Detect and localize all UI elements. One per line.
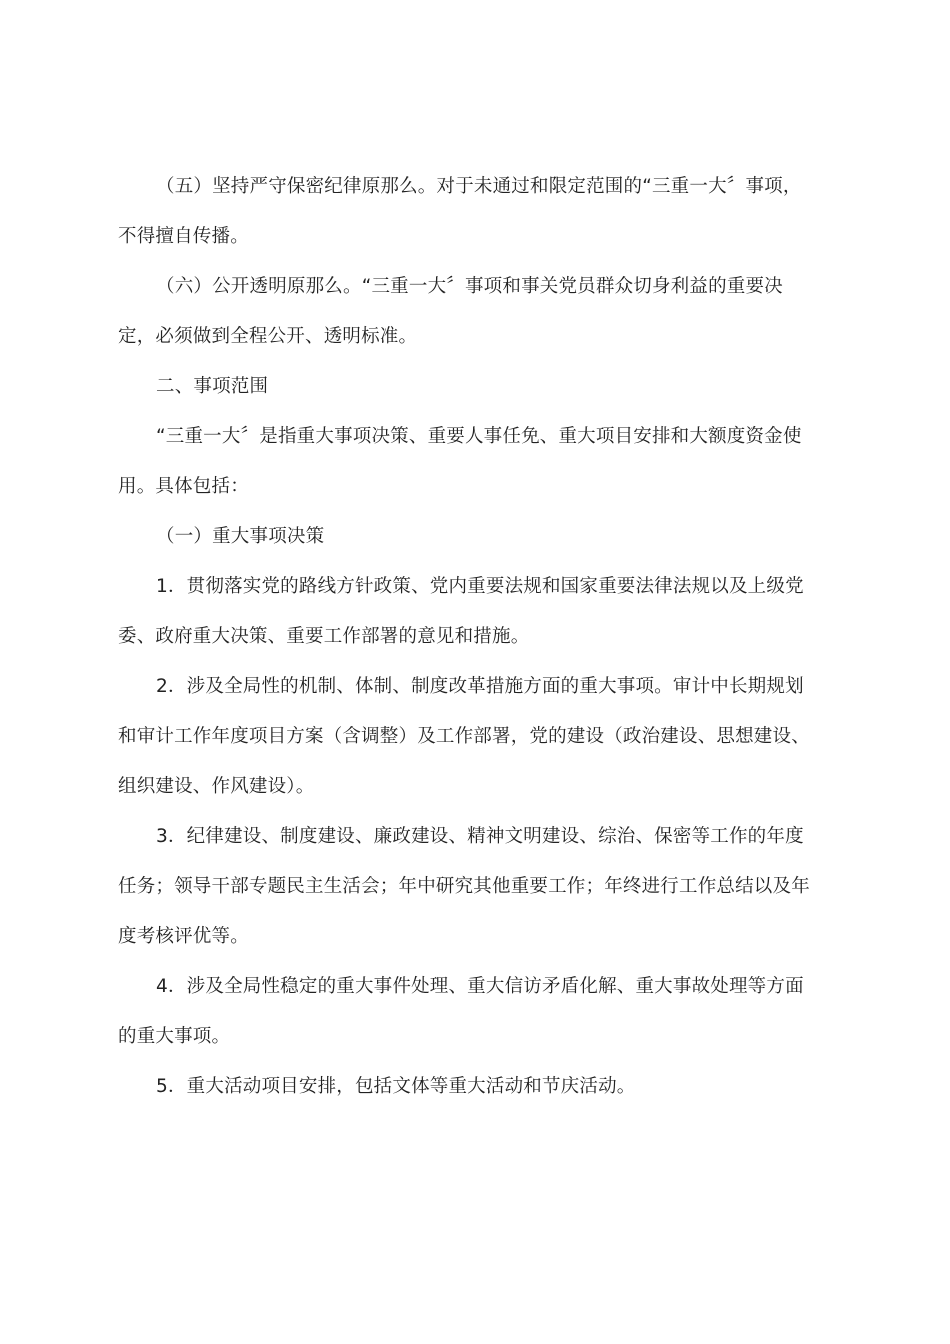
paragraph-line: （五）坚持严守保密纪律原那么。对于未通过和限定范围的“三重一大〞事项，: [156, 176, 802, 197]
list-item-line: 和审计工作年度项目方案（含调整）及工作部署，党的建设（政治建设、思想建设、: [118, 726, 810, 747]
list-item-line: 5．重大活动项目安排，包括文体等重大活动和节庆活动。: [156, 1076, 636, 1097]
subsection-heading: （一）重大事项决策: [156, 526, 325, 547]
list-item-line: 任务；领导干部专题民主生活会；年中研究其他重要工作；年终进行工作总结以及年: [118, 876, 810, 897]
list-item-line: 4．涉及全局性稳定的重大事件处理、重大信访矛盾化解、重大事故处理等方面: [156, 976, 804, 997]
paragraph-line: 不得擅自传播。: [118, 226, 249, 247]
list-item-line: 的重大事项。: [118, 1026, 231, 1047]
list-item-line: 3．纪律建设、制度建设、廉政建设、精神文明建设、综治、保密等工作的年度: [156, 826, 804, 847]
list-item-line: 1．贯彻落实党的路线方针政策、党内重要法规和国家重要法律法规以及上级党: [156, 576, 804, 597]
list-item-line: 组织建设、作风建设）。: [118, 776, 315, 797]
paragraph-line: “三重一大〞是指重大事项决策、重要人事任免、重大项目安排和大额度资金使: [156, 426, 802, 447]
paragraph-line: 用。具体包括：: [118, 476, 249, 497]
section-heading: 二、事项范围: [156, 376, 269, 397]
list-item-line: 度考核评优等。: [118, 926, 249, 947]
paragraph-line: 定，必须做到全程公开、透明标准。: [118, 326, 418, 347]
list-item-line: 2．涉及全局性的机制、体制、制度改革措施方面的重大事项。审计中长期规划: [156, 676, 804, 697]
paragraph-line: （六）公开透明原那么。“三重一大〞事项和事关党员群众切身利益的重要决: [156, 276, 783, 297]
list-item-line: 委、政府重大决策、重要工作部署的意见和措施。: [118, 626, 530, 647]
